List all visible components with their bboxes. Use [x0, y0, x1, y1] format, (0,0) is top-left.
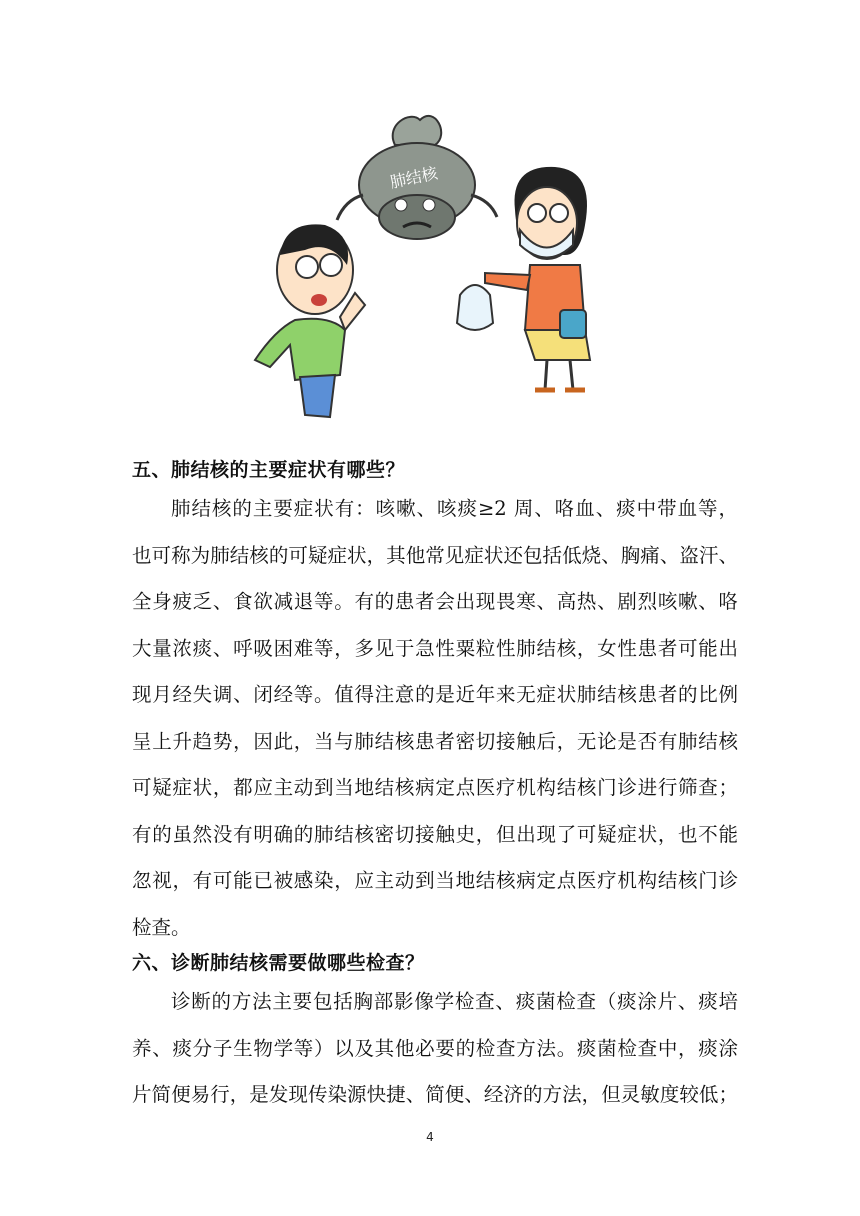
tuberculosis-cartoon-illustration [235, 105, 640, 420]
tb-germ-monster [337, 116, 497, 239]
paragraph-line: 片简便易行，是发现传染源快捷、简便、经济的方法，但灵敏度较低； [132, 1083, 738, 1106]
paragraph-line: 有的虽然没有明确的肺结核密切接触史，但出现了可疑症状，也不能 [132, 822, 738, 846]
paragraph-line: 现月经失调、闭经等。值得注意的是近年来无症状肺结核患者的比例 [132, 683, 738, 706]
paragraph-line: 忽视，有可能已被感染，应主动到当地结核病定点医疗机构结核门诊 [132, 869, 738, 892]
woman-offering-mask [457, 167, 590, 390]
paragraph-line: 也可称为肺结核的可疑症状，其他常见症状还包括低烧、胸痛、盗汗、 [132, 543, 738, 567]
paragraph-line: 养、痰分子生物学等）以及其他必要的检查方法。痰菌检查中，痰涂 [132, 1036, 738, 1060]
paragraph-line: 全身疲乏、食欲减退等。有的患者会出现畏寒、高热、剧烈咳嗽、咯 [132, 590, 738, 613]
paragraph-line: 呈上升趋势，因此，当与肺结核患者密切接触后，无论是否有肺结核 [132, 729, 738, 753]
page-number: 4 [426, 1130, 434, 1144]
paragraph-line: 检查。 [132, 915, 191, 939]
surprised-man [255, 224, 365, 417]
paragraph-line: 肺结核的主要症状有：咳嗽、咳痰≥2 周、咯血、痰中带血等， [171, 497, 738, 520]
paragraph-line: 诊断的方法主要包括胸部影像学检查、痰菌检查（痰涂片、痰培 [171, 990, 738, 1013]
paragraph-line: 大量浓痰、呼吸困难等，多见于急性粟粒性肺结核，女性患者可能出 [132, 636, 738, 660]
section-6-paragraph [132, 979, 738, 1119]
section-5-heading: 五、肺结核的主要症状有哪些？ [132, 459, 406, 481]
paragraph-line: 可疑症状，都应主动到当地结核病定点医疗机构结核门诊进行筛查； [132, 776, 738, 799]
monster-label: 肺结核 [388, 163, 440, 192]
section-5-paragraph [132, 486, 738, 951]
section-6-heading: 六、诊断肺结核需要做哪些检查？ [132, 952, 425, 974]
